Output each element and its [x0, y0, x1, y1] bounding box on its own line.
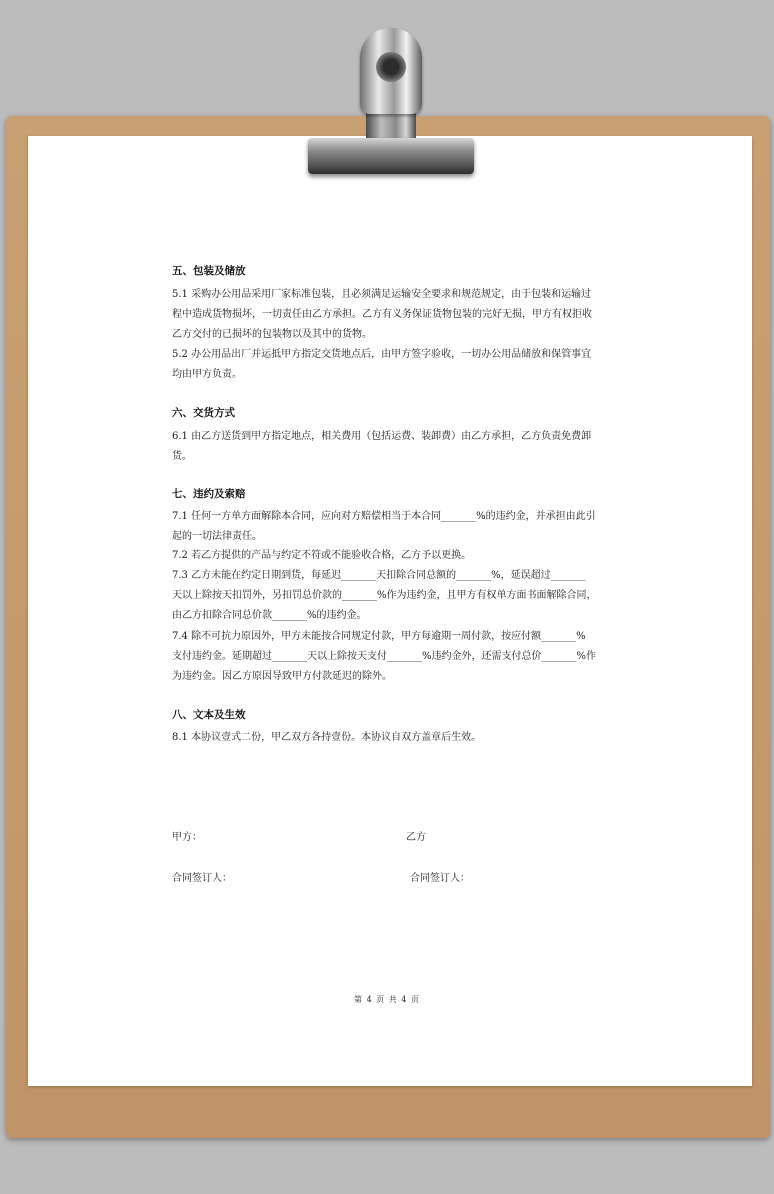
party-b-label: 乙方 — [406, 832, 426, 843]
section-7-line: 7.4 除不可抗力原因外，甲方未能按合同规定付款，甲方每逾期一周付款，按应付额_______% — [172, 631, 586, 642]
section-6-line: 6.1 由乙方送货到甲方指定地点，相关费用（包括运费、装卸费）由乙方承担，乙方负责免费卸 — [172, 431, 592, 442]
section-7-line: 由乙方扣除合同总价款_______%的违约金。 — [172, 610, 367, 621]
section-6-title: 六、交货方式 — [172, 407, 235, 419]
section-5-line: 5.1 采购办公用品采用厂家标准包装，且必须满足运输安全要求和规范规定，由于包装和运输过 — [172, 289, 592, 300]
section-7-title: 七、违约及索赔 — [172, 488, 246, 500]
section-7-line: 天以上除按天扣罚外，另扣罚总价款的_______%作为违约金，且甲方有权单方面书面解除合同， — [172, 590, 597, 601]
document-page — [28, 136, 752, 1086]
section-7-line: 7.2 若乙方提供的产品与约定不符或不能验收合格，乙方予以更换。 — [172, 550, 472, 561]
section-5-line: 均由甲方负责。 — [172, 369, 242, 380]
section-7-line: 为违约金。因乙方原因导致甲方付款延迟的除外。 — [172, 671, 392, 682]
party-a-label: 甲方： — [172, 832, 202, 843]
page-number: 第 4 页 共 4 页 — [354, 995, 420, 1004]
section-7-line: 7.1 任何一方单方面解除本合同，应向对方赔偿相当于本合同_______%的违约金，并承担由此引 — [172, 511, 596, 522]
section-7-line: 起的一切法律责任。 — [172, 531, 262, 542]
section-7-line: 7.3 乙方未能在约定日期到货，每延迟_______天扣除合同总额的_______%，延误超过_______ — [172, 570, 586, 581]
section-8-line: 8.1 本协议壹式二份，甲乙双方各持壹份。本协议自双方盖章后生效。 — [172, 732, 482, 743]
clip-base — [308, 138, 474, 174]
section-5-title: 五、包装及储放 — [172, 265, 246, 277]
signer-b-label: 合同签订人： — [410, 873, 470, 884]
section-5-line: 5.2 办公用品出厂并运抵甲方指定交货地点后，由甲方签字验收，一切办公用品储放和保管事宜 — [172, 349, 592, 360]
section-7-line: 支付违约金。延期超过_______天以上除按天支付_______%违约金外，还需支付总价_______%作 — [172, 651, 597, 662]
section-5-line: 程中造成货物损坏，一切责任由乙方承担。乙方有义务保证货物包装的完好无损，甲方有权拒收 — [172, 309, 592, 320]
section-8-title: 八、文本及生效 — [172, 709, 246, 721]
clip-hole — [376, 52, 406, 82]
section-6-line: 货。 — [172, 451, 192, 462]
section-5-line: 乙方交付的已损坏的包装物以及其中的货物。 — [172, 329, 372, 340]
signer-a-label: 合同签订人： — [172, 873, 232, 884]
